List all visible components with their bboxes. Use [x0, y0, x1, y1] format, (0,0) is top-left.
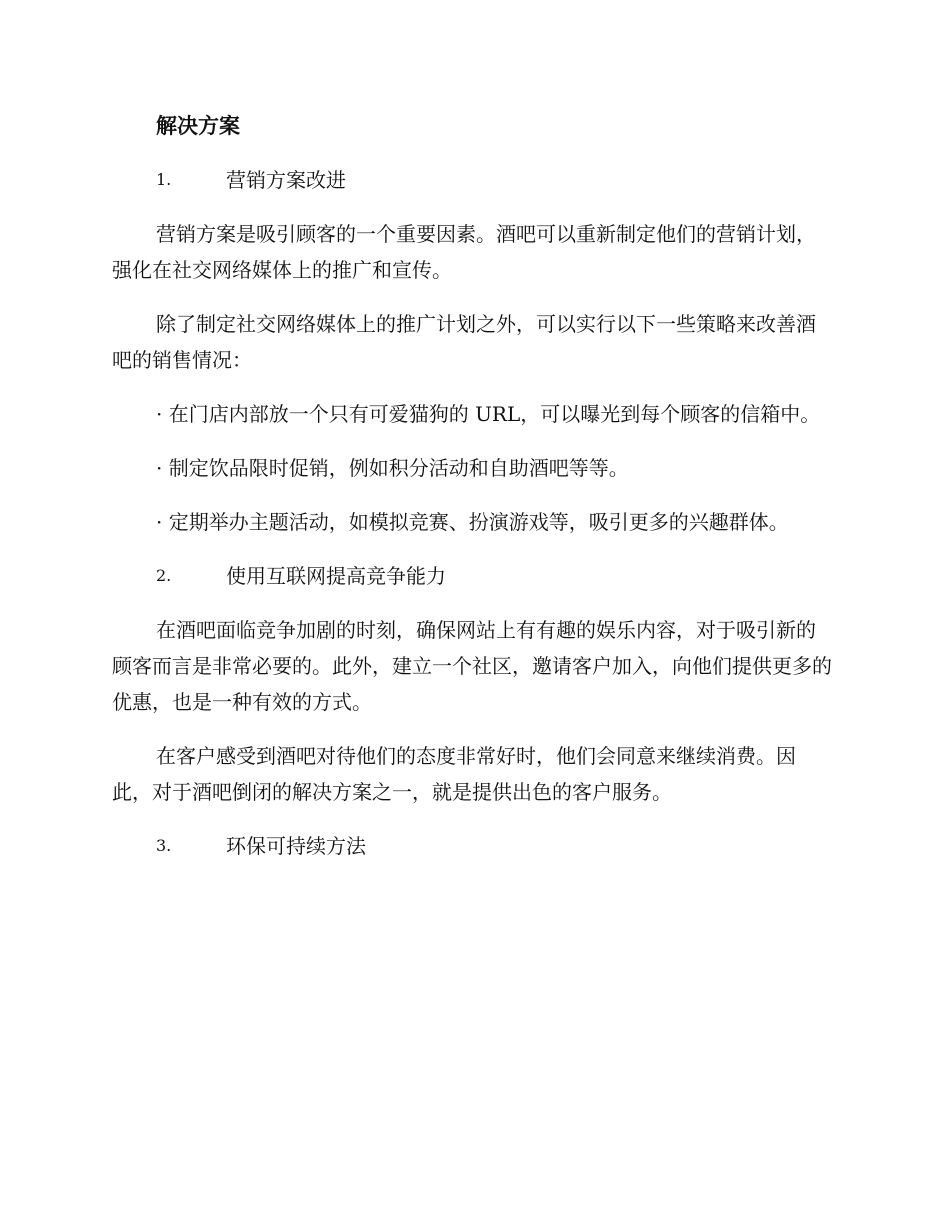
paragraph: 在客户感受到酒吧对待他们的态度非常好时，他们会同意来继续消费。因此，对于酒吧倒闭的解决方案之一，就是提供出色的客户服务。 [112, 744, 796, 804]
numbered-item-1 [112, 162, 832, 198]
bullet-paragraph: · 制定饮品限时促销，例如积分活动和自助酒吧等等。 [156, 456, 629, 480]
section-heading: 解决方案 [156, 113, 240, 138]
bullet-paragraph: · 定期举办主题活动，如模拟竞赛、扮演游戏等，吸引更多的兴趣群体。 [156, 510, 789, 534]
item-title: 环保可持续方法 [226, 834, 366, 858]
item-title: 使用互联网提高竞争能力 [226, 564, 446, 588]
bullet-paragraph: · 在门店内部放一个只有可爱猫狗的 URL，可以曝光到每个顾客的信箱中。 [156, 402, 821, 426]
numbered-item-3 [112, 828, 832, 864]
item-number: 3. [156, 836, 172, 855]
item-number: 2. [156, 566, 172, 585]
item-number: 1. [156, 170, 172, 189]
paragraph: 在酒吧面临竞争加剧的时刻，确保网站上有有趣的娱乐内容，对于吸引新的顾客而言是非常必要的。此外，建立一个社区，邀请客户加入，向他们提供更多的优惠，也是一种有效的方式。 [112, 618, 832, 714]
paragraph: 除了制定社交网络媒体上的推广计划之外，可以实行以下一些策略来改善酒吧的销售情况： [112, 312, 816, 372]
numbered-item-2 [112, 558, 832, 594]
paragraph: 营销方案是吸引顾客的一个重要因素。酒吧可以重新制定他们的营销计划，强化在社交网络媒体上的推广和宣传。 [112, 222, 816, 282]
item-title: 营销方案改进 [226, 168, 346, 192]
document-body [112, 108, 832, 882]
